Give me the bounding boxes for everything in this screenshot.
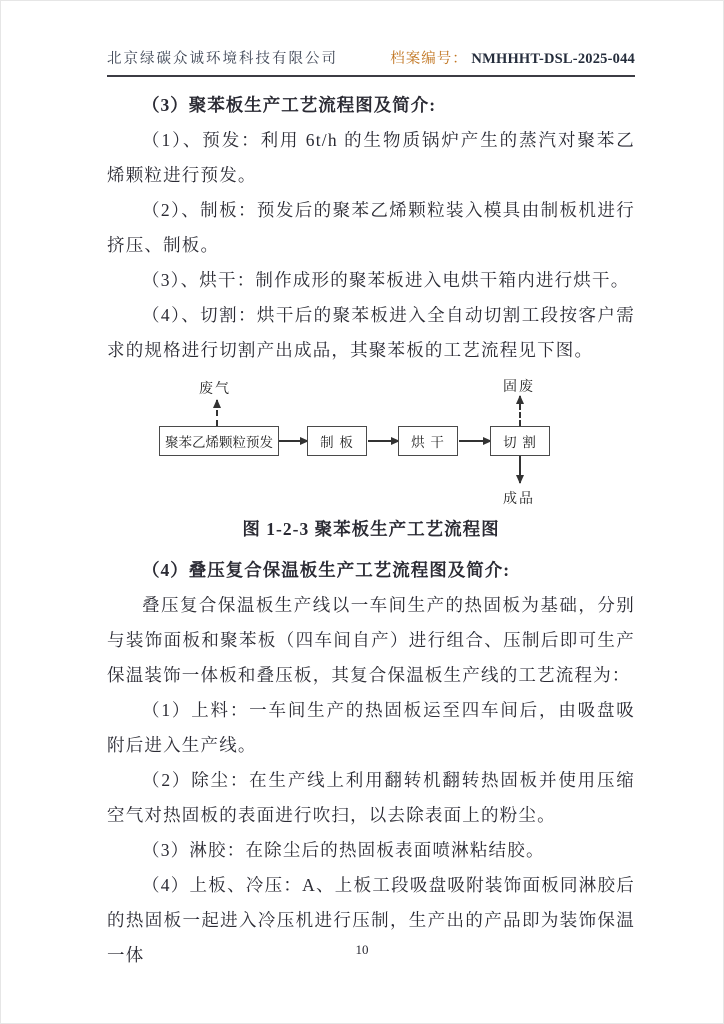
section4-paragraph-1: 叠压复合保温板生产线以一车间生产的热固板为基础，分别与装饰面板和聚苯板（四车间自产）进行组合、压制后即可生产保温装饰一体板和叠压板，其复合保温板生产线的工艺流程为： [107, 595, 635, 685]
company-name: 北京绿碳众诚环境科技有限公司 [107, 51, 338, 67]
section3-paragraph-1: （1）、预发：利用 6t/h 的生物质锅炉产生的蒸汽对聚苯乙烯颗粒进行预发。 [107, 130, 635, 185]
archive-number-label: 档案编号： [390, 51, 468, 67]
flow-node-board-making: 制 板 [307, 426, 367, 456]
arrow-right-icon [279, 440, 307, 442]
dashed-arrow-up-icon [216, 400, 218, 426]
flow-node-cutting: 切 割 [490, 426, 550, 456]
section3-heading: （3）聚苯板生产工艺流程图及简介: [142, 95, 437, 115]
section3-paragraph-4: （4）、切割：烘干后的聚苯板进入全自动切割工段按客户需求的规格进行切割产出成品，其聚苯板的工艺流程见下图。 [107, 305, 635, 360]
figure-caption: 图 1-2-3 聚苯板生产工艺流程图 [242, 519, 500, 539]
dashed-arrow-up-icon [519, 396, 521, 426]
page-header [107, 47, 635, 77]
flow-node-drying: 烘 干 [398, 426, 458, 456]
arrow-right-icon [368, 440, 398, 442]
arrow-down-icon [519, 456, 521, 483]
section3-paragraph-3: （3）、烘干：制作成形的聚苯板进入电烘干箱内进行烘干。 [142, 270, 630, 290]
archive-number-value: NMHHHT-DSL-2025-044 [471, 51, 635, 67]
process-flow-diagram [107, 376, 635, 508]
section4-paragraph-5: （4）上板、冷压：A、上板工段吸盘吸附装饰面板同淋胶后的热固板一起进入冷压机进行压制，生产出的产品即为装饰保温一体 [107, 875, 635, 965]
section4-heading: （4）叠压复合保温板生产工艺流程图及简介: [142, 560, 511, 580]
arrow-right-icon [459, 440, 490, 442]
product-label: 成品 [503, 490, 535, 506]
document-body [107, 88, 635, 973]
section3-paragraph-2: （2）、制板：预发后的聚苯乙烯颗粒装入模具由制板机进行挤压、制板。 [107, 200, 635, 255]
section4-paragraph-3: （2）除尘：在生产线上利用翻转机翻转热固板并使用压缩空气对热固板的表面进行吹扫，以去除表面上的粉尘。 [107, 770, 635, 825]
solid-waste-label: 固废 [503, 378, 535, 394]
archive-number [390, 47, 635, 68]
page-number: 10 [355, 942, 369, 957]
flow-node-prefoaming: 聚苯乙烯颗粒预发 [159, 426, 279, 456]
section4-paragraph-2: （1）上料：一车间生产的热固板运至四车间后，由吸盘吸附后进入生产线。 [107, 700, 635, 755]
section4-paragraph-4: （3）淋胶：在除尘后的热固板表面喷淋粘结胶。 [142, 840, 545, 860]
waste-gas-label: 废气 [199, 380, 231, 396]
